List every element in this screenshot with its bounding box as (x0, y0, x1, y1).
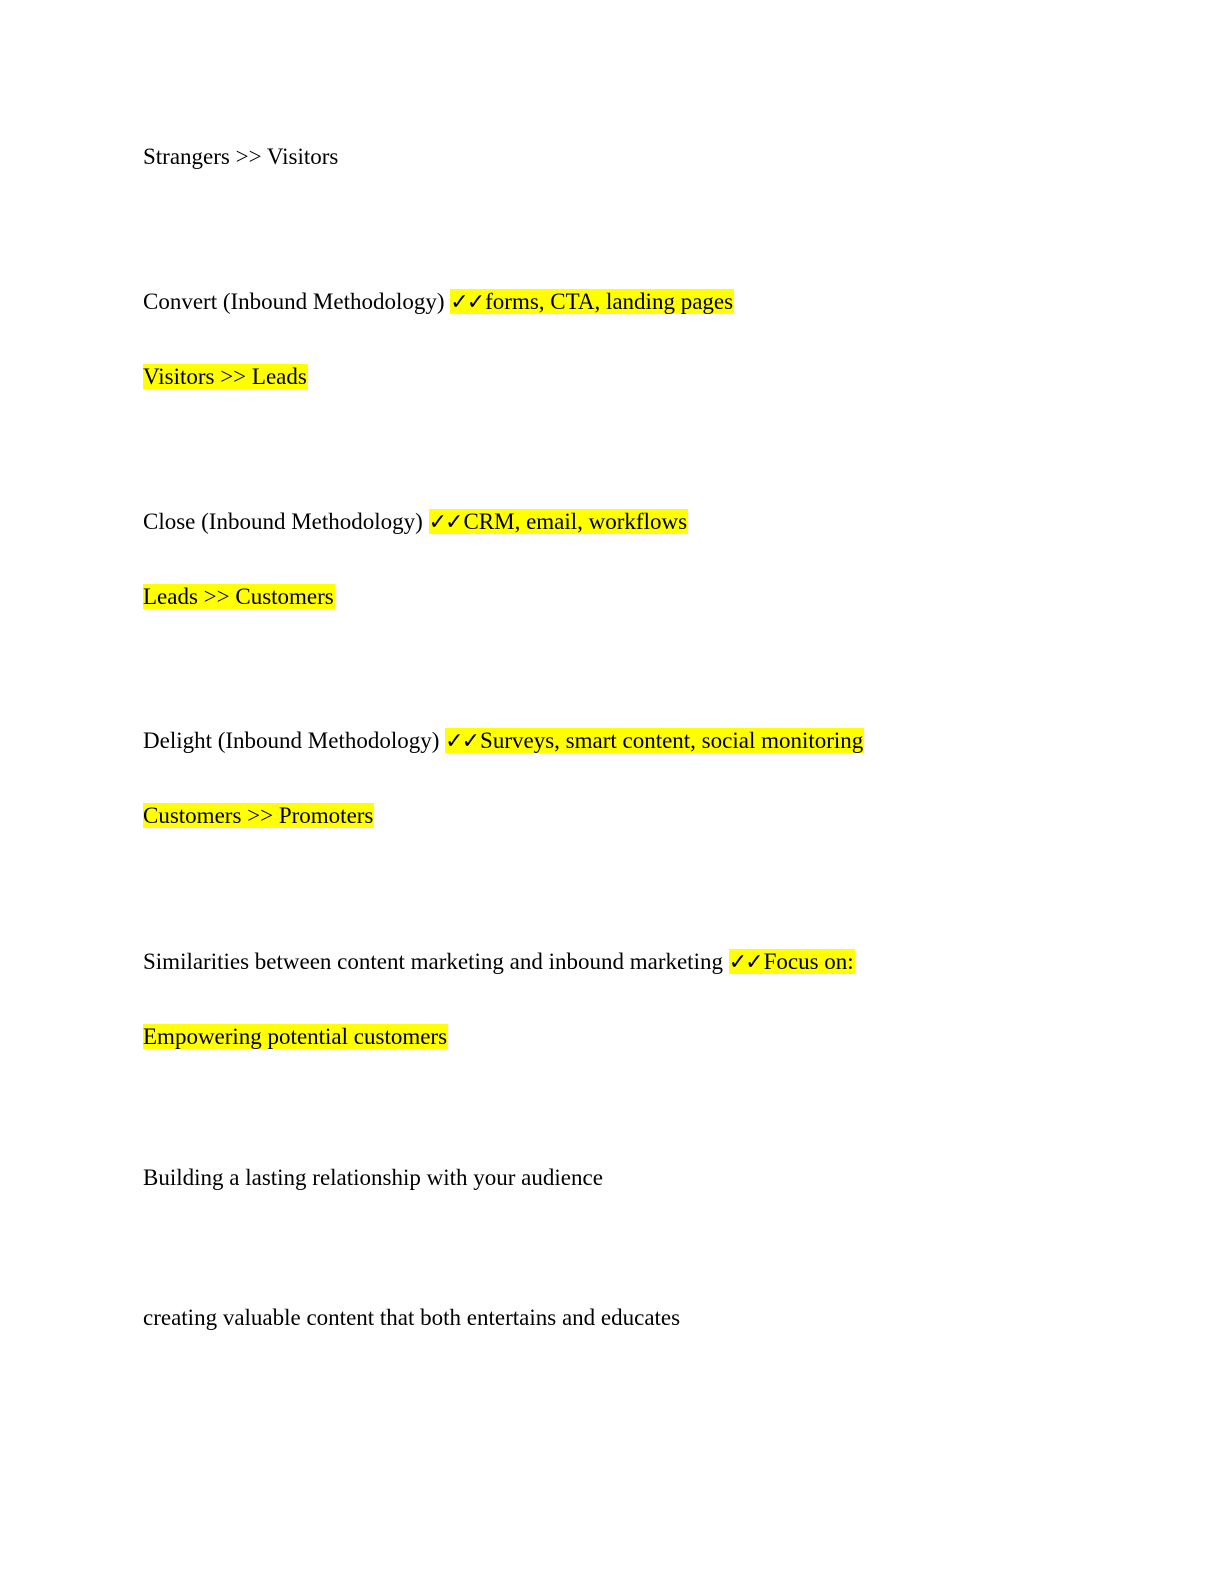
text-line-creating-content (143, 1302, 680, 1334)
highlighted-text: Leads >> Customers (143, 584, 334, 609)
flashcard-delight (143, 725, 864, 757)
term-text: Convert (Inbound Methodology) (143, 289, 445, 314)
line-text: Building a lasting relationship with your audience (143, 1165, 603, 1190)
text-line-customers-promoters (143, 800, 374, 832)
highlighted-answer (429, 509, 688, 534)
text-line-leads-customers (143, 581, 335, 613)
answer-text: CRM, email, workflows (463, 509, 688, 534)
highlighted-text: Visitors >> Leads (143, 364, 307, 389)
flashcard-similarities (143, 946, 855, 978)
double-check-icon: ✓✓ (450, 290, 484, 315)
answer-text: Surveys, smart content, social monitoring (480, 728, 864, 753)
answer-text: forms, CTA, landing pages (485, 289, 734, 314)
double-check-icon: ✓✓ (728, 950, 762, 975)
flashcard-convert (143, 286, 734, 318)
term-text: Delight (Inbound Methodology) (143, 728, 440, 753)
double-check-icon: ✓✓ (428, 510, 462, 535)
term-text: Similarities between content marketing and inbound marketing (143, 949, 723, 974)
flashcard-close (143, 506, 688, 538)
highlighted-text: Empowering potential customers (143, 1024, 448, 1049)
highlighted-text: Customers >> Promoters (143, 803, 374, 828)
highlighted-answer (450, 289, 734, 314)
text-line-empowering (143, 1021, 448, 1053)
answer-text: Focus on: (763, 949, 854, 974)
highlighted-answer (729, 949, 855, 974)
highlighted-answer (445, 728, 864, 753)
line-text: creating valuable content that both entertains and educates (143, 1305, 681, 1330)
text-line-strangers-visitors (143, 141, 338, 173)
line-text: Strangers >> Visitors (143, 144, 339, 169)
term-text: Close (Inbound Methodology) (143, 509, 423, 534)
text-line-building-relationship (143, 1162, 603, 1194)
text-line-visitors-leads (143, 361, 308, 393)
double-check-icon: ✓✓ (445, 729, 479, 754)
